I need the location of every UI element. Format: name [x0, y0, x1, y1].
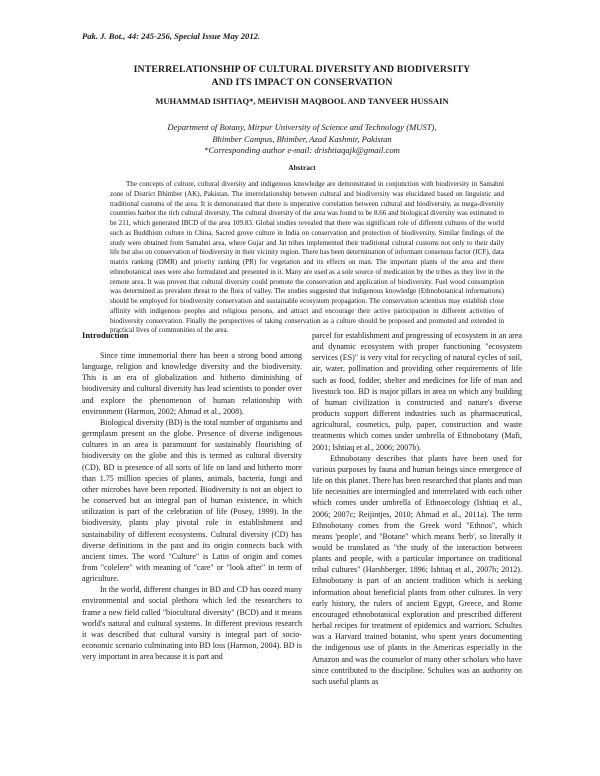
article-title — [82, 63, 522, 89]
abstract-heading: Abstract — [288, 163, 316, 172]
abstract-body — [110, 180, 504, 336]
author-list: MUHAMMAD ISHTIAQ*, MEHVISH MAQBOOL AND TANVEER HUSSAIN — [155, 96, 449, 106]
right-column — [312, 330, 522, 687]
introduction-heading: Introduction — [82, 330, 129, 340]
title-line-1: INTERRELATIONSHIP OF CULTURAL DIVERSITY AND BIODIVERSITY — [133, 64, 471, 75]
journal-citation: Pak. J. Bot., 44: 245-256, Special Issue May 2012. — [82, 31, 261, 41]
left-paragraph-1: Since time immemorial there has been a strong bond among language, religion and knowledge diversity and the biodiversity. This is an era of globalization and hitherto diminishing of biodiversity and cultural diversity has lead scientists to ponder over and explore the phenomenon of human relationship with environment (Harmon, 2002; Ahmad et al., 2008). — [82, 351, 302, 416]
affiliation-block — [82, 122, 522, 157]
left-paragraph-2: Biological diversity (BD) is the total number of organisms and germplasm present on the globe. Presence of diverse indigenous cultures in an area is paramount for sustainably flourishing of biodiversity on the globe and this is termed as cultural diversity (CD). BD is presence of all sorts of life on land and hitherto more than 1.75 million species of plants, animals, bacteria, fungi and other microbes have been reported. Biodiversity is not an object to be conserved but an integral part of human existence, in which utilization is part of the celebration of life (Posey, 1999). In the biodiversity, plants play pivotal role in establishment and sustainability of different ecosystems. Cultural diversity (CD) has diverse definitions in the past and its origin connects back with ancient times. The word "Culture" is Latin of origin and comes from "colelere" with meaning of "care" or "look after" in term of agriculture. — [82, 417, 302, 584]
abstract-paragraph: The concepts of culture, cultural diversity and indigenous knowledge are demonstrated in conjunction with biodiversity in Samahni zone of District Bhimber (AK), Pakistan. The interrelationship between cultural and biodiversity was elucidated based on linguistic and traditional customs of the area. It is demonstrated that there is imperative correlation between cultural and biodiversity, as mega-diversity countries harbor the rich cultural diversity. The cultural diversity of the area was found to be 8.66 and biological diversity was estimated to be 211, which generated IBCD of the area 109.83. Global studies revealed that there was significant role of different cultures of the world such as Buddhism culture in China, Sacred grove culture in India on conservation and protection of biodiversity. Similar findings of the study were obtained from Samahni area, where Gujar and Jat tribes implemented their traditional cultural customs not only to their daily life but also on conservation of biodiversity in their vicinity region. There has been determination of informant consensus factor (ICF), data matrix ranking (DMR) and priority ranking (PR) for vegetation and its effects on man. The important plants of the area and there ethnobotanical uses were also formulated and presented in it. Many are used as a sole source of medication by the tribes as they live in the remote area. It was proven that cultural diversity could promote the conservation and application of biodiversity. Fuel wood consumption was determined as prevalent threat to the flora of valley. The studies suggested that indigenous knowledge (Ethnobotanical informations) should be employed for biodiversity conservation and sustainable ecosystem propagation. The conservation scientists may establish close affinity with indigenous peoples and religious persons, and attract and encourage their active participation in different activities of biodiversity conservation. Finally the perspectives of taking conservation as a culture should be proposed and promoted and extended in practical lives of communities of the area. — [110, 180, 504, 335]
affiliation-department: Department of Botany, Mirpur University of Science and Technology (MUST), — [167, 122, 437, 132]
right-paragraph-1: parcel for establishment and progressing of ecosystem in an area and dynamic ecosystem with proper functioning "ecosystem services (ES)" is very vital for recycling of natural cycles of soil, air, water, pollination and providing other requirements of life such as food, fodder, shelter and medicines for life of man and livestock too. BD is major pillars in area on which any building of human civilization is constructed and nature's diverse products support different industries such as pharmaceutical, agricultural, cosmetics, pulp, paper, construction and waste treatments which comes under umbrella of Ethnobotany (Mafi, 2001; Ishtiaq et al., 2006; 2007b). — [312, 331, 522, 452]
right-paragraph-2: Ethnobotany describes that plants have been used for various purposes by fauna and human beings since emergence of life on this planet. There has been researched that plants and man life necessities are intermingled and interrelated with each other which comes under umbrella of Ethnoecology (Ishtiaq et al., 2006; 2007c; Reijintjes, 2010; Ahmad et al., 2011a). The term Ethnobotany comes from the Greek word "Ethnos", which means 'people', and "Botane" which means 'herb', so literally it would be translated as "the study of the interaction between plants and people, with a particular importance on traditional tribal cultures" (Harshberger, 1896; Ishtiaq et al., 2007b; 2012). Ethnobotany is part of an ancient tradition which is seeking information about beneficial plants from other cultures. In very early history, the rulers of ancient Egypt, Greece, and Rome encouraged ethnobotanical exploration and prescribed different herbal recipes for treatment of epidemics and warriors. Schultes was a Harvard trained botanist, who spent years documenting the indigenous use of plants in the Americas especially in the Amazon and was the counselor of many other scholars who have since contributed to the discipline. Schultes was an authority on such useful plants as — [312, 453, 522, 686]
left-column — [82, 350, 302, 662]
title-line-2: AND ITS IMPACT ON CONSERVATION — [211, 77, 393, 88]
affiliation-campus: Bhimber Campus, Bhimber, Azad Kashmir, Pakistan — [212, 133, 392, 144]
left-paragraph-3: In the world, different changes in BD and CD has oozed many environmental and social plethora which led the researchers to frame a new field called "biocultural diversity" (BCD) and it means world's natural and cultural systems. In different previous research it was described that cultural varsity is integral part of socio-economic scenario culminating into BD loss (Harmon, 2004). BD is very important in area because it is part and — [82, 585, 302, 662]
corresponding-author: *Corresponding author e-mail: drishtiaqajk@gmail.com — [204, 145, 400, 156]
